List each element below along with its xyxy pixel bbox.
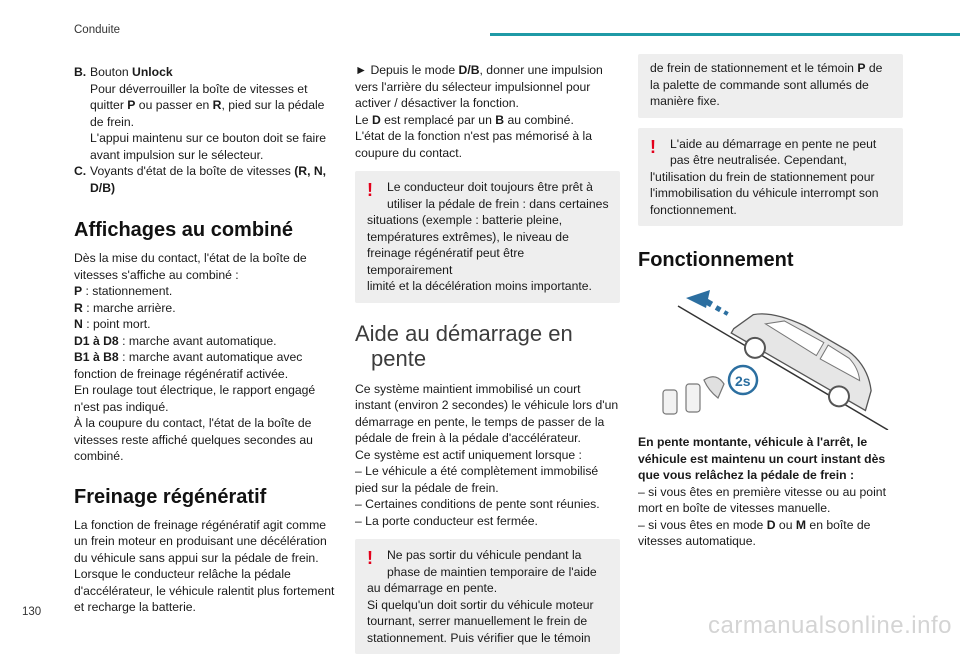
- pedals-icon: [663, 377, 724, 414]
- text-line: vitesses reste affiché quelques secondes au: [74, 432, 313, 447]
- gear-d: D1 à D8 : marche avant automatique.: [74, 333, 277, 348]
- text-line: instant (environ 2 secondes) le véhicule lors d'un: [355, 398, 619, 412]
- text-line: n'est pas indiqué.: [74, 399, 169, 414]
- list-item-b: [74, 64, 344, 163]
- watermark: carmanualsonline.info: [708, 612, 952, 639]
- text-line: – Le véhicule a été complètement immobilisé: [355, 464, 599, 478]
- text-line: – La porte conducteur est fermée.: [355, 513, 538, 528]
- warning-note-exit-continued: [638, 54, 903, 118]
- timer-badge-icon: [729, 366, 757, 394]
- text-line: tournant, serrer manuellement le frein de: [367, 614, 588, 628]
- item-b-line: avant impulsion sur le sélecteur.: [90, 147, 264, 162]
- text-line: fonctionnement.: [650, 202, 737, 217]
- text-line: un frein moteur en produisant une décélération: [74, 534, 327, 548]
- text-line: freinage régénératif peut être temporairement: [367, 246, 525, 277]
- item-b-line: L'appui maintenu sur ce bouton doit se faire: [90, 131, 327, 145]
- text-line: En roulage tout électrique, le rapport engagé: [74, 383, 316, 397]
- text-line: Le conducteur doit toujours être prêt à: [387, 180, 593, 194]
- text-line: du véhicule sans appui sur la pédale de frein.: [74, 550, 319, 565]
- text-line: pédale de frein à la pédale d'accélérateur.: [355, 431, 581, 445]
- text-line: – si vous êtes en première vitesse ou au point: [638, 484, 886, 499]
- text-line: – Certaines conditions de pente sont réunies.: [355, 497, 600, 511]
- text-line: Dès la mise du contact, l'état de la boîte de: [74, 251, 307, 265]
- text-line: l'immobilisation du véhicule interrompt son: [650, 186, 879, 200]
- section-body-affichages: [74, 250, 344, 465]
- item-b-line: Pour déverrouiller la boîte de vitesses et: [90, 81, 308, 96]
- column-2: [355, 54, 620, 664]
- item-c-line: D/B): [90, 180, 116, 195]
- gear-r: R : marche arrière.: [74, 300, 176, 315]
- timer-label: 2s: [735, 373, 751, 389]
- text-line: Si quelqu'un doit sortir du véhicule moteur: [367, 597, 594, 612]
- text-line: démarrage en pente, le temps de passer de la: [355, 414, 605, 429]
- page-number: 130: [22, 606, 42, 618]
- text-line: Ce système est actif uniquement lorsque :: [355, 447, 582, 462]
- gear-n: N : point mort.: [74, 317, 151, 331]
- section-heading-freinage: Freinage régénératif: [74, 485, 267, 508]
- item-b-title: Bouton: [90, 65, 129, 79]
- text-line: pas être neutralisée. Cependant,: [670, 153, 847, 167]
- hill-start-illustration-svg: [638, 280, 898, 430]
- text-line: limité et la décélération moins importante.: [367, 279, 592, 293]
- gear-p: P : stationnement.: [74, 284, 173, 298]
- text-line: vitesses s'affiche au combiné :: [74, 267, 239, 282]
- text-line: mort en boîte de vitesses manuelle.: [638, 501, 831, 515]
- text-line: températures extrêmes), le niveau de: [367, 229, 569, 244]
- text-line: phase de maintien temporaire de l'aide: [387, 564, 597, 579]
- text-line: pied sur la pédale de frein.: [355, 480, 499, 495]
- text-line: activer / désactiver la fonction.: [355, 96, 519, 110]
- text-line: coupure du contact.: [355, 145, 463, 160]
- car-icon: [726, 296, 887, 420]
- text-line: En pente montante, véhicule à l'arrêt, le: [638, 435, 868, 449]
- text-line: L'état de la fonction n'est pas mémorisé à la: [355, 129, 593, 143]
- text-line: – si vous êtes en mode D ou M en boîte de: [638, 517, 871, 532]
- text-line: d'accélérateur, le véhicule ralentit plus fortement: [74, 583, 335, 598]
- warning-icon: !: [367, 180, 373, 200]
- text-line: fonction de freinage régénératif activée.: [74, 366, 289, 381]
- text-line: Lorsque le conducteur relâche la pédale: [74, 567, 291, 581]
- item-c-line: Voyants d'état de la boîte de vitesses (R, N,: [90, 164, 327, 178]
- text-line: l'utilisation du frein de stationnement pour: [650, 169, 875, 184]
- text-line: au démarrage en pente.: [367, 581, 498, 595]
- text-line: vers l'arrière du sélecteur impulsionnel pour: [355, 79, 591, 94]
- text-line: la palette de commande sont allumés de: [650, 77, 869, 92]
- text-line: et recharge la batterie.: [74, 600, 196, 614]
- text-line: véhicule est maintenu un court instant dès: [638, 451, 886, 466]
- section-heading-aide-demarrage: Aide au démarrage en pente: [355, 320, 573, 371]
- unlock-label: Unlock: [132, 65, 173, 79]
- item-b-line: de frein.: [90, 114, 135, 129]
- item-label: B.: [74, 65, 87, 79]
- text-line: de frein de stationnement et le témoin P de: [650, 61, 883, 75]
- text-line: vitesses automatique.: [638, 534, 756, 548]
- hill-start-illustration: [638, 280, 898, 430]
- text-line: À la coupure du contact, l'état de la boîte de: [74, 416, 312, 430]
- gear-b: B1 à B8 : marche avant automatique avec: [74, 350, 303, 364]
- warning-icon: !: [367, 548, 373, 568]
- warning-icon: !: [650, 136, 656, 157]
- warning-note-regen: [355, 171, 620, 303]
- item-b-line: quitter P ou passer en R, pied sur la pédale: [90, 98, 325, 112]
- text-line: Ne pas sortir du véhicule pendant la: [387, 548, 582, 562]
- text-line: combiné.: [74, 449, 124, 463]
- column-1: [74, 54, 344, 616]
- section-body-aide-demarrage: [355, 381, 620, 530]
- text-line: situations (exemple : batterie pleine,: [367, 213, 563, 227]
- item-label: C.: [74, 164, 87, 178]
- text-line: stationnement. Puis vérifier que le témoin: [367, 630, 591, 645]
- regen-instructions: [355, 62, 620, 161]
- text-line: ► Depuis le mode D/B, donner une impulsion: [355, 63, 603, 77]
- list-item-c: [74, 163, 344, 196]
- section-body-fonctionnement: [638, 434, 903, 550]
- section-heading-fonctionnement: Fonctionnement: [638, 249, 794, 271]
- text-line: manière fixe.: [650, 94, 720, 108]
- text-line: utiliser la pédale de frein : dans certaines: [387, 196, 609, 211]
- header-accent-bar: [490, 33, 960, 36]
- text-line: Le D est remplacé par un B au combiné.: [355, 112, 574, 127]
- text-line: L'aide au démarrage en pente ne peut: [670, 136, 877, 151]
- warning-note-neutralise: [638, 128, 903, 227]
- text-line: Ce système maintient immobilisé un court: [355, 381, 581, 396]
- page-header-title: Conduite: [74, 24, 121, 36]
- arrow-icon: [686, 290, 729, 316]
- section-body-freinage: [74, 517, 344, 616]
- section-heading-affichages: Affichages au combiné: [74, 219, 293, 241]
- warning-note-exit: [355, 539, 620, 654]
- text-line: que vous relâchez la pédale de frein :: [638, 468, 855, 482]
- column-3: [638, 54, 903, 550]
- text-line: La fonction de freinage régénératif agit comme: [74, 517, 327, 532]
